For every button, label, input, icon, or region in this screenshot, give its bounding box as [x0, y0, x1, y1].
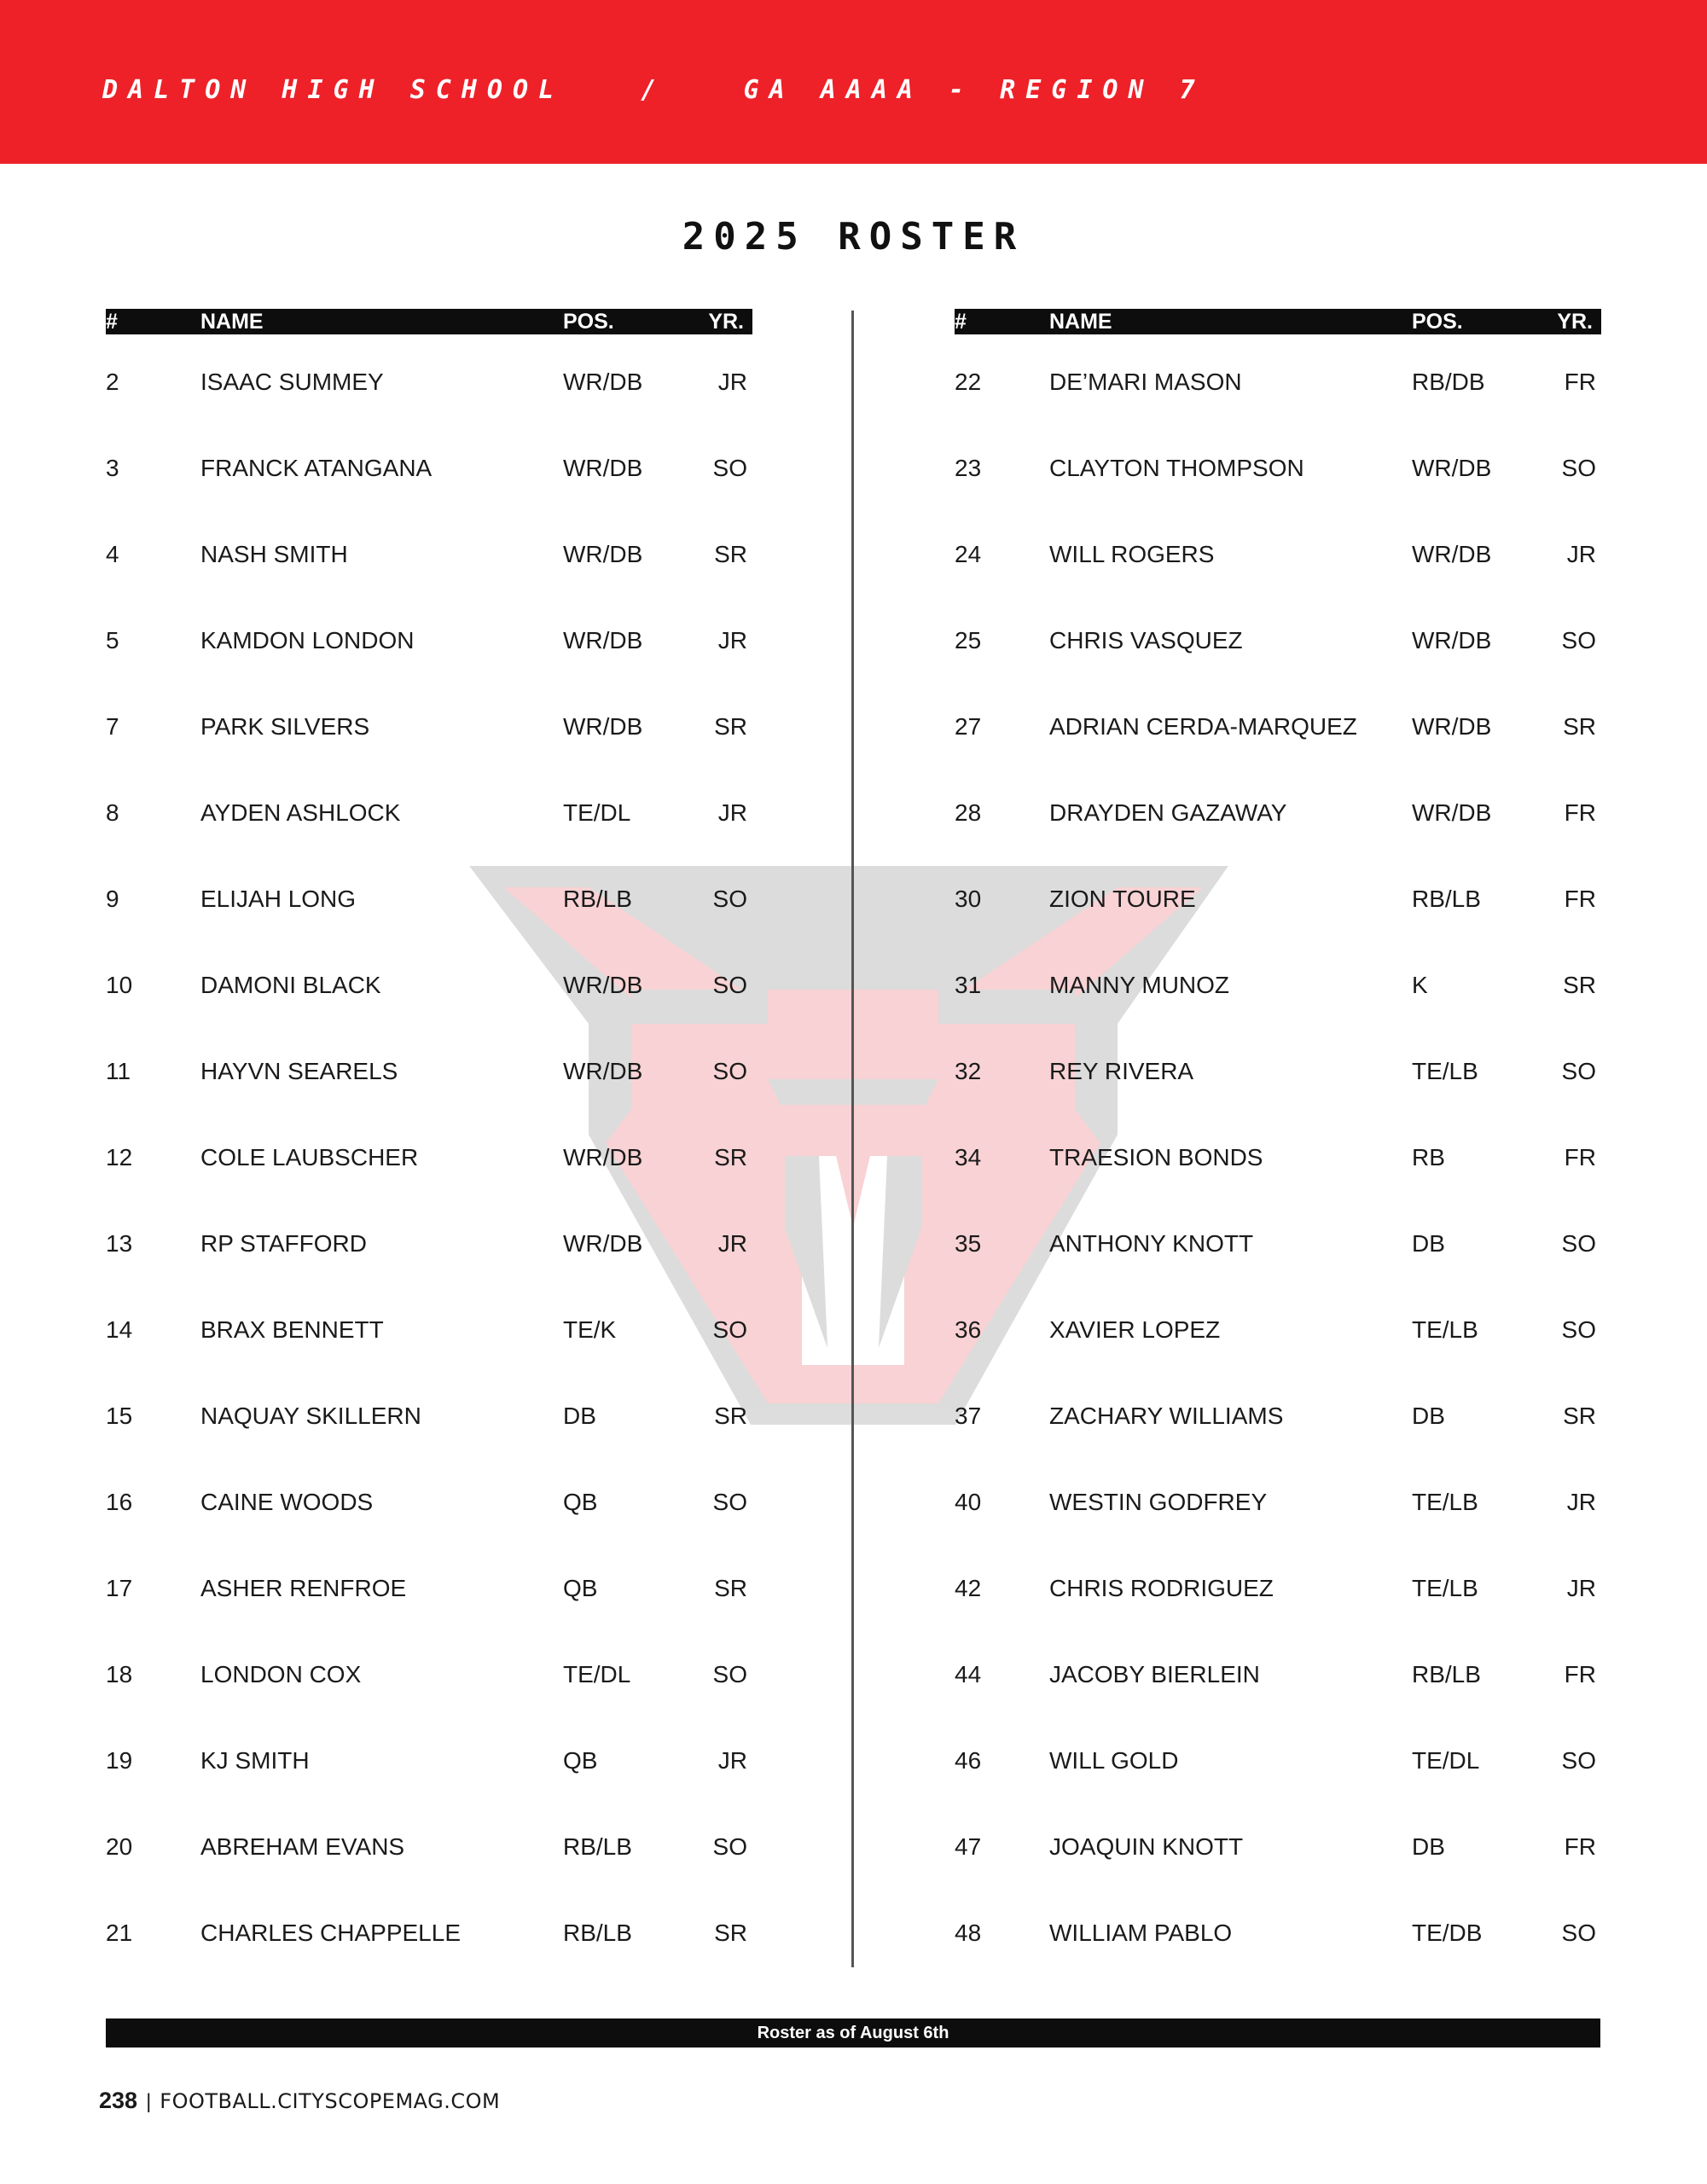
player-year: SO — [1561, 455, 1596, 481]
player-position: RB/LB — [1412, 886, 1481, 912]
table-row — [106, 799, 752, 886]
table-row — [955, 1316, 1601, 1403]
table-row — [955, 627, 1601, 713]
player-position: QB — [563, 1489, 598, 1515]
footer-site: FOOTBALL.CITYSCOPEMAG.COM — [160, 2089, 501, 2113]
header-name: NAME — [1049, 310, 1112, 334]
page-title: 2025 ROSTER — [682, 215, 1025, 258]
player-position: TE/DB — [1412, 1920, 1483, 1946]
header-year: YR. — [1557, 310, 1593, 334]
player-name: WILL ROGERS — [1049, 541, 1215, 567]
player-name: REY RIVERA — [1049, 1058, 1194, 1084]
player-name: DE’MARI MASON — [1049, 369, 1242, 395]
player-year: FR — [1564, 886, 1596, 912]
table-row — [106, 1747, 752, 1833]
player-position: DB — [563, 1403, 596, 1429]
player-name: ASHER RENFROE — [200, 1575, 407, 1601]
player-number: 9 — [106, 886, 119, 912]
player-position: WR/DB — [1412, 799, 1492, 826]
player-number: 13 — [106, 1230, 133, 1257]
player-number: 8 — [106, 799, 119, 826]
player-year: FR — [1564, 1661, 1596, 1687]
table-row — [955, 886, 1601, 972]
player-number: 24 — [955, 541, 982, 567]
table-row — [955, 1144, 1601, 1230]
player-number: 30 — [955, 886, 982, 912]
player-position: WR/DB — [1412, 541, 1492, 567]
table-row — [106, 886, 752, 972]
player-position: WR/DB — [563, 541, 643, 567]
column-divider — [851, 311, 854, 1967]
player-name: ADRIAN CERDA-MARQUEZ — [1049, 713, 1357, 740]
player-number: 34 — [955, 1144, 982, 1170]
player-position: RB/LB — [563, 1920, 632, 1946]
roster-footnote: Roster as of August 6th — [106, 2018, 1600, 2048]
player-name: CAINE WOODS — [200, 1489, 374, 1515]
player-number: 48 — [955, 1920, 982, 1946]
table-row — [955, 1230, 1601, 1316]
player-number: 2 — [106, 369, 119, 395]
player-year: SO — [1561, 1058, 1596, 1084]
player-year: FR — [1564, 369, 1596, 395]
player-year: SR — [1563, 972, 1596, 998]
player-name: KJ SMITH — [200, 1747, 310, 1774]
table-row — [106, 1144, 752, 1230]
player-year: SO — [1561, 627, 1596, 653]
player-year: JR — [1566, 1575, 1596, 1601]
player-name: CHRIS RODRIGUEZ — [1049, 1575, 1274, 1601]
table-row — [106, 1489, 752, 1575]
table-row — [106, 713, 752, 799]
header-number: # — [106, 310, 118, 334]
player-number: 46 — [955, 1747, 982, 1774]
player-name: ABREHAM EVANS — [200, 1833, 405, 1860]
page-footer — [99, 2088, 500, 2114]
player-number: 31 — [955, 972, 982, 998]
player-year: SR — [1563, 1403, 1596, 1429]
table-row — [106, 1575, 752, 1661]
table-row — [955, 1833, 1601, 1920]
player-position: RB/LB — [563, 1833, 632, 1860]
player-position: K — [1412, 972, 1428, 998]
school-name: DALTON HIGH SCHOOL — [102, 75, 565, 105]
table-row — [106, 1316, 752, 1403]
player-year: JR — [1566, 1489, 1596, 1515]
player-number: 42 — [955, 1575, 982, 1601]
header-year: YR. — [708, 310, 744, 334]
player-name: NASH SMITH — [200, 541, 348, 567]
player-year: SO — [1561, 1230, 1596, 1257]
player-position: WR/DB — [1412, 627, 1492, 653]
player-year: SO — [712, 886, 747, 912]
table-row — [106, 1833, 752, 1920]
table-row — [106, 972, 752, 1058]
player-year: SO — [1561, 1920, 1596, 1946]
player-name: WESTIN GODFREY — [1049, 1489, 1268, 1515]
player-name: ISAAC SUMMEY — [200, 369, 384, 395]
player-name: HAYVN SEARELS — [200, 1058, 398, 1084]
player-name: CHRIS VASQUEZ — [1049, 627, 1243, 653]
player-year: SO — [712, 1489, 747, 1515]
player-year: FR — [1564, 1144, 1596, 1170]
player-number: 11 — [106, 1058, 131, 1084]
player-year: SR — [1563, 713, 1596, 740]
player-position: RB/LB — [1412, 1661, 1481, 1687]
player-position: TE/LB — [1412, 1575, 1478, 1601]
player-name: JOAQUIN KNOTT — [1049, 1833, 1244, 1860]
player-name: COLE LAUBSCHER — [200, 1144, 419, 1170]
player-number: 32 — [955, 1058, 982, 1084]
player-name: CHARLES CHAPPELLE — [200, 1920, 462, 1946]
player-name: LONDON COX — [200, 1661, 362, 1687]
table-header — [955, 309, 1601, 334]
player-position: QB — [563, 1575, 598, 1601]
player-number: 37 — [955, 1403, 982, 1429]
player-year: SR — [714, 1144, 747, 1170]
player-name: DAMONI BLACK — [200, 972, 381, 998]
player-year: SO — [712, 1661, 747, 1687]
player-name: NAQUAY SKILLERN — [200, 1403, 421, 1429]
table-row — [106, 1661, 752, 1747]
player-number: 14 — [106, 1316, 133, 1343]
player-name: KAMDON LONDON — [200, 627, 415, 653]
player-name: ZACHARY WILLIAMS — [1049, 1403, 1284, 1429]
player-number: 25 — [955, 627, 982, 653]
player-number: 28 — [955, 799, 982, 826]
player-year: SO — [712, 1316, 747, 1343]
player-number: 16 — [106, 1489, 133, 1515]
player-number: 4 — [106, 541, 119, 567]
player-year: SR — [714, 1575, 747, 1601]
player-year: JR — [717, 627, 747, 653]
table-row — [106, 1403, 752, 1489]
header-name: NAME — [200, 310, 264, 334]
table-row — [955, 1058, 1601, 1144]
header-banner — [0, 0, 1707, 164]
table-row — [106, 627, 752, 713]
region-label: GA AAAA - REGION 7 — [743, 75, 1205, 105]
player-number: 27 — [955, 713, 982, 740]
player-name: TRAESION BONDS — [1049, 1144, 1263, 1170]
player-name: ZION TOURE — [1049, 886, 1196, 912]
player-position: TE/LB — [1412, 1489, 1478, 1515]
player-position: TE/DL — [563, 799, 631, 826]
player-number: 47 — [955, 1833, 982, 1860]
player-position: WR/DB — [563, 455, 643, 481]
roster-rows-right — [955, 369, 1601, 2006]
player-number: 22 — [955, 369, 982, 395]
player-name: CLAYTON THOMPSON — [1049, 455, 1304, 481]
player-position: TE/K — [563, 1316, 617, 1343]
table-row — [106, 455, 752, 541]
player-year: SO — [712, 455, 747, 481]
roster-rows-left — [106, 369, 752, 2006]
player-year: SO — [712, 972, 747, 998]
player-name: ANTHONY KNOTT — [1049, 1230, 1254, 1257]
player-position: WR/DB — [563, 627, 643, 653]
table-row — [106, 1920, 752, 2006]
player-year: SO — [712, 1058, 747, 1084]
player-name: WILLIAM PABLO — [1049, 1920, 1233, 1946]
player-year: JR — [717, 1230, 747, 1257]
player-number: 17 — [106, 1575, 133, 1601]
header-position: POS. — [563, 310, 614, 334]
player-number: 15 — [106, 1403, 133, 1429]
player-position: WR/DB — [563, 713, 643, 740]
player-number: 7 — [106, 713, 119, 740]
player-name: BRAX BENNETT — [200, 1316, 384, 1343]
table-row — [955, 1403, 1601, 1489]
player-position: RB/LB — [563, 886, 632, 912]
player-name: WILL GOLD — [1049, 1747, 1179, 1774]
table-row — [955, 1661, 1601, 1747]
player-year: JR — [1566, 541, 1596, 567]
player-number: 35 — [955, 1230, 982, 1257]
player-year: SO — [712, 1833, 747, 1860]
player-name: JACOBY BIERLEIN — [1049, 1661, 1260, 1687]
header-position: POS. — [1412, 310, 1463, 334]
player-year: JR — [717, 799, 747, 826]
player-number: 20 — [106, 1833, 133, 1860]
player-position: TE/DL — [1412, 1747, 1480, 1774]
table-row — [955, 1575, 1601, 1661]
player-position: WR/DB — [1412, 455, 1492, 481]
player-position: TE/DL — [563, 1661, 631, 1687]
player-name: XAVIER LOPEZ — [1049, 1316, 1221, 1343]
player-position: WR/DB — [563, 972, 643, 998]
table-row — [106, 1058, 752, 1144]
table-header — [106, 309, 752, 334]
player-year: SR — [714, 1403, 747, 1429]
player-position: TE/LB — [1412, 1316, 1478, 1343]
banner-separator: / — [641, 75, 667, 105]
banner-title — [102, 75, 1205, 105]
player-name: RP STAFFORD — [200, 1230, 367, 1257]
player-number: 23 — [955, 455, 982, 481]
player-position: TE/LB — [1412, 1058, 1478, 1084]
table-row — [955, 455, 1601, 541]
player-position: DB — [1412, 1833, 1445, 1860]
player-position: RB — [1412, 1144, 1445, 1170]
player-number: 12 — [106, 1144, 133, 1170]
player-name: FRANCK ATANGANA — [200, 455, 433, 481]
player-name: PARK SILVERS — [200, 713, 370, 740]
player-number: 19 — [106, 1747, 133, 1774]
player-position: WR/DB — [1412, 713, 1492, 740]
table-row — [106, 369, 752, 455]
table-row — [955, 1747, 1601, 1833]
player-position: RB/DB — [1412, 369, 1485, 395]
table-row — [955, 541, 1601, 627]
table-row — [955, 1920, 1601, 2006]
player-number: 3 — [106, 455, 119, 481]
player-year: JR — [717, 1747, 747, 1774]
player-position: QB — [563, 1747, 598, 1774]
player-number: 40 — [955, 1489, 982, 1515]
player-number: 21 — [106, 1920, 133, 1946]
header-number: # — [955, 310, 967, 334]
roster-table-left — [106, 309, 752, 2006]
player-year: SR — [714, 1920, 747, 1946]
footer-separator: | — [146, 2090, 152, 2113]
table-row — [106, 541, 752, 627]
player-number: 44 — [955, 1661, 982, 1687]
player-year: FR — [1564, 1833, 1596, 1860]
table-row — [955, 972, 1601, 1058]
player-name: ELIJAH LONG — [200, 886, 357, 912]
player-year: SO — [1561, 1316, 1596, 1343]
table-row — [955, 713, 1601, 799]
player-year: SR — [714, 541, 747, 567]
table-row — [955, 799, 1601, 886]
player-name: DRAYDEN GAZAWAY — [1049, 799, 1287, 826]
player-year: SR — [714, 713, 747, 740]
player-position: WR/DB — [563, 1144, 643, 1170]
player-position: WR/DB — [563, 1230, 643, 1257]
roster-table-right — [955, 309, 1601, 2006]
player-position: DB — [1412, 1230, 1445, 1257]
table-row — [106, 1230, 752, 1316]
player-year: FR — [1564, 799, 1596, 826]
player-position: WR/DB — [563, 369, 643, 395]
player-year: JR — [717, 369, 747, 395]
table-row — [955, 1489, 1601, 1575]
player-year: SO — [1561, 1747, 1596, 1774]
page-number: 238 — [99, 2088, 138, 2113]
table-row — [955, 369, 1601, 455]
player-number: 18 — [106, 1661, 133, 1687]
player-number: 10 — [106, 972, 133, 998]
player-position: DB — [1412, 1403, 1445, 1429]
player-name: AYDEN ASHLOCK — [200, 799, 401, 826]
player-name: MANNY MUNOZ — [1049, 972, 1230, 998]
player-number: 36 — [955, 1316, 982, 1343]
player-number: 5 — [106, 627, 119, 653]
player-position: WR/DB — [563, 1058, 643, 1084]
